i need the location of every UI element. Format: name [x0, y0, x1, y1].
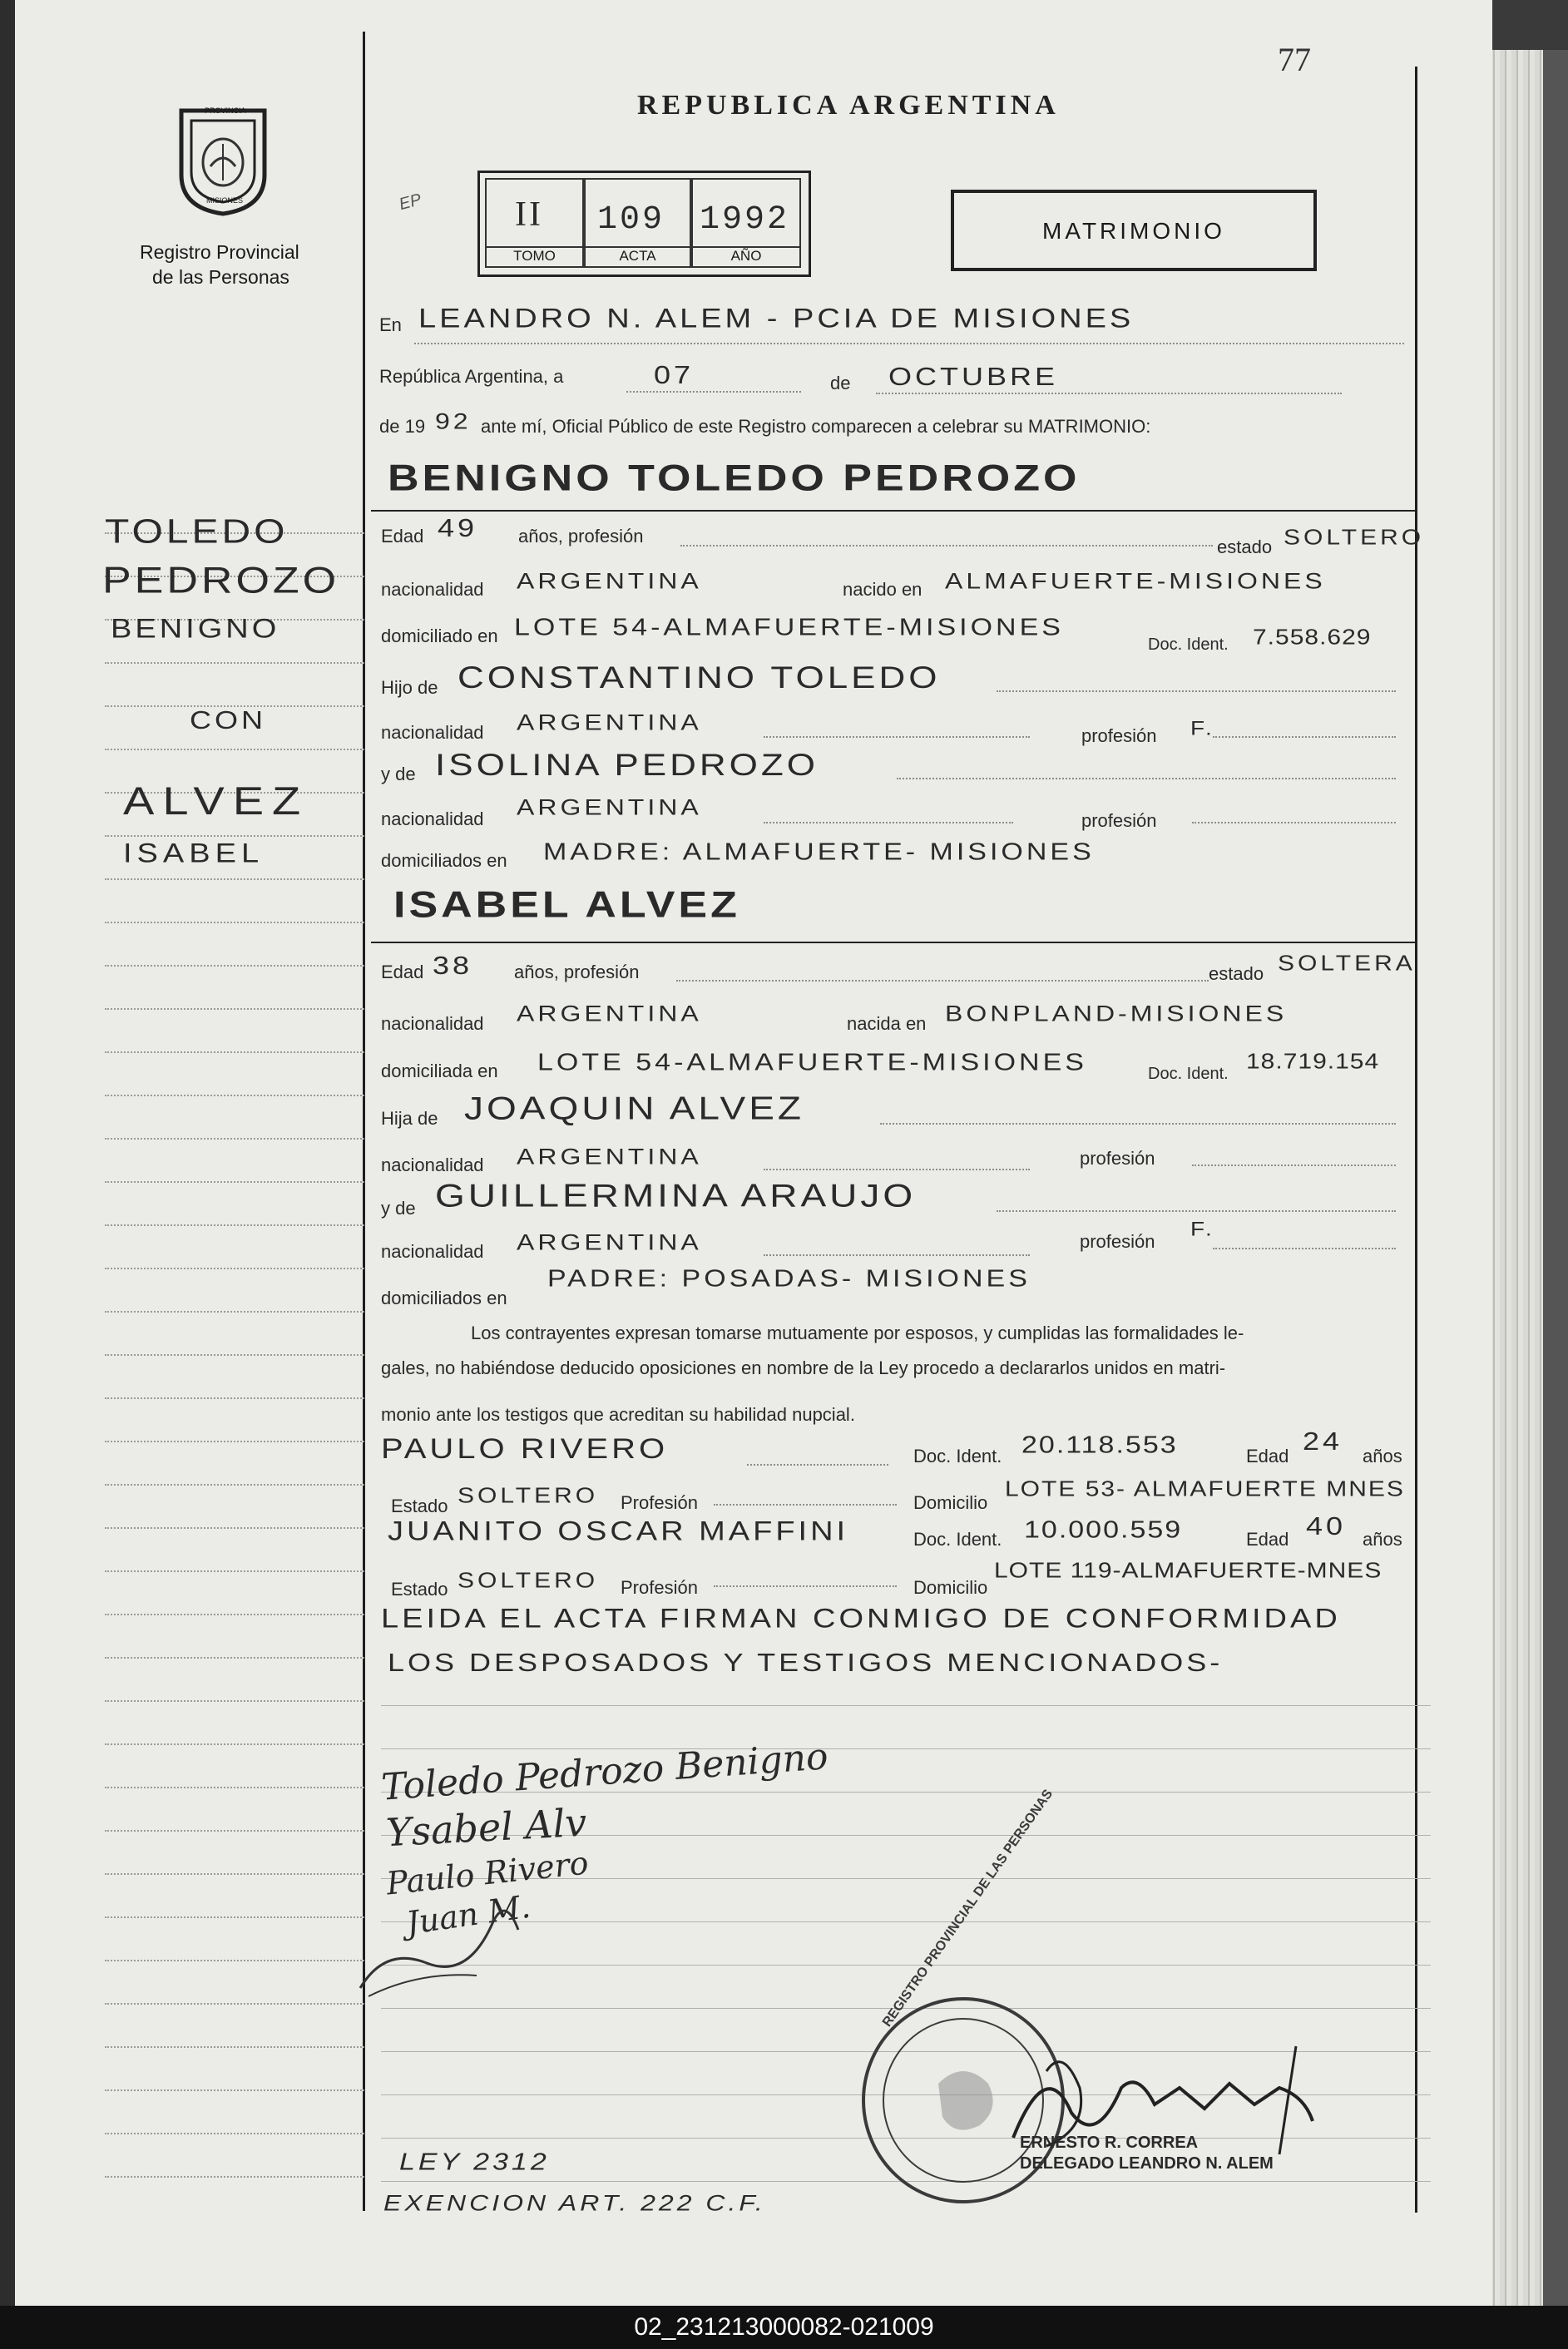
bride-anos-label: años, profesión [514, 962, 640, 982]
registry-name-line1: Registro Provincial [140, 241, 299, 263]
margin-ruled-line [105, 1787, 364, 1788]
bride-rule [371, 942, 1415, 943]
witness1-edad-label: Edad [1246, 1446, 1289, 1466]
groom-mother: ISOLINA PEDROZO [435, 747, 819, 783]
groom-father-nat: ARGENTINA [517, 709, 702, 735]
signature-witness2: Juan M. [403, 1887, 533, 1942]
groom-nacionalidad: ARGENTINA [517, 567, 702, 594]
bride-parents-dom-label: domiciliados en [381, 1288, 507, 1308]
register-page [15, 0, 1492, 2306]
page-number: 77 [1278, 41, 1311, 78]
groom-anos-label: años, profesión [518, 526, 644, 546]
margin-ruled-line [105, 1743, 364, 1745]
seal-bottom-text: MISIONES [206, 196, 244, 205]
bride-mother-prof-line [1213, 1248, 1396, 1249]
de-label: de [830, 373, 851, 393]
round-seal-text: REGISTRO PROVINCIAL DE LAS PERSONAS [880, 1787, 1056, 2030]
declaration-line3: monio ante los testigos que acreditan su habilidad nupcial. [381, 1404, 855, 1425]
witness1-name-line [747, 1464, 888, 1466]
law-note-line1: LEY 2312 [399, 2148, 550, 2176]
tomo-value: II [515, 195, 543, 234]
witness1-domicilio: LOTE 53- ALMAFUERTE MNES [1005, 1477, 1405, 1501]
margin-ruled-line [105, 2046, 364, 2048]
margin-ruled-line [105, 878, 364, 880]
margin-ruled-line [105, 1008, 364, 1010]
witness1-estado: SOLTERO [458, 1484, 599, 1508]
closing-line1: LEIDA EL ACTA FIRMAN CONMIGO DE CONFORMIDAD [381, 1604, 1341, 1634]
groom-domicile: LOTE 54-ALMAFUERTE-MISIONES [514, 613, 1064, 641]
groom-rule [371, 510, 1415, 512]
margin-ruled-line [105, 662, 364, 664]
bride-mother: GUILLERMINA ARAUJO [435, 1176, 917, 1214]
signature-bride: Ysabel Alv [384, 1799, 588, 1856]
margin-ruled-line [105, 2089, 364, 2091]
groom-edad-label: Edad [381, 526, 424, 546]
bride-hija-label: Hija de [381, 1108, 438, 1129]
margin-ruled-line [105, 1354, 364, 1356]
seal-top-text: PROVINCIA [205, 106, 246, 115]
witness1-doc: 20.118.553 [1021, 1431, 1178, 1459]
declaration-line2: gales, no habiéndose deducido oposiciones en nombre de la Ley procedo a declararlos unidos en matri- [381, 1357, 1226, 1378]
margin-ruled-line [105, 835, 364, 837]
bride-doc: 18.719.154 [1246, 1050, 1380, 1074]
witness1-estado-label: Estado [391, 1496, 448, 1516]
book-spine [0, 0, 15, 2306]
bride-doc-label: Doc. Ident. [1148, 1065, 1229, 1083]
margin-ruled-line [105, 1614, 364, 1615]
margin-ruled-line [105, 1916, 364, 1918]
acta-cell [584, 178, 691, 268]
bride-mother-nat-line [764, 1254, 1030, 1256]
groom-doc-label: Doc. Ident. [1148, 635, 1229, 654]
month-line [876, 393, 1342, 394]
sidebar-given2: ISABEL [123, 838, 265, 868]
closing-line2: LOS DESPOSADOS Y TESTIGOS MENCIONADOS- [388, 1648, 1224, 1677]
margin-ruled-line [105, 965, 364, 967]
groom-mother-nat: ARGENTINA [517, 794, 702, 820]
place-value: LEANDRO N. ALEM - PCIA DE MISIONES [418, 304, 1135, 334]
bride-father-prof-label: profesión [1080, 1148, 1155, 1169]
witness1-age: 24 [1303, 1427, 1343, 1456]
bride-mother-nat: ARGENTINA [517, 1229, 702, 1255]
groom-father-prof: F. [1190, 717, 1215, 739]
groom-profesion-line [680, 545, 1213, 546]
witness2-profesion-line [714, 1585, 897, 1587]
groom-nacido-label: nacido en [843, 579, 922, 600]
acta-value: 109 [597, 201, 665, 239]
witness1-domicilio-label: Domicilio [913, 1492, 988, 1513]
margin-ruled-line [105, 1657, 364, 1659]
bride-estado-label: estado [1209, 963, 1264, 984]
margin-ruled-line [105, 1960, 364, 1961]
sidebar-surname2: PEDROZO [102, 560, 340, 601]
sidebar-given1: BENIGNO [111, 614, 280, 644]
official-stamp-line2: DELEGADO LEANDRO N. ALEM [1020, 2154, 1274, 2173]
margin-ruled-line [105, 1484, 364, 1486]
intro-text: ante mí, Oficial Público de este Registro comparecen a celebrar su MATRIMONIO: [481, 416, 1151, 437]
de19-label: de 19 [379, 416, 426, 437]
groom-birthplace: ALMAFUERTE-MISIONES [945, 567, 1326, 594]
declaration-line1: Los contrayentes expresan tomarse mutuamente por esposos, y cumplidas las formalidades le- [471, 1323, 1244, 1343]
year-suffix: 92 [435, 408, 472, 434]
witness2-doc: 10.000.559 [1024, 1516, 1183, 1544]
father-line [997, 690, 1396, 692]
groom-estado: SOLTERO [1284, 526, 1425, 550]
ep-mark: EP [397, 190, 423, 215]
margin-ruled-line [105, 1311, 364, 1313]
bride-mother-line [997, 1210, 1396, 1212]
scan-footer-id: 02_231213000082-021009 [0, 2306, 1568, 2349]
mother-nat-line [764, 822, 1013, 823]
bride-edad-label: Edad [381, 962, 424, 982]
bride-dom-label: domiciliada en [381, 1061, 498, 1081]
sidebar-surname3: ALVEZ [123, 778, 309, 823]
registry-name-line2: de las Personas [152, 266, 289, 288]
tomo-label: TOMO [487, 246, 582, 265]
bride-parents-dom: PADRE: POSADAS- MISIONES [547, 1264, 1031, 1293]
groom-estado-label: estado [1217, 537, 1273, 557]
ano-value: 1992 [700, 201, 790, 239]
margin-ruled-line [105, 1397, 364, 1399]
bride-father-line [880, 1123, 1396, 1125]
signature-ruled-line [381, 1705, 1431, 1706]
margin-ruled-line [105, 2133, 364, 2134]
bride-nac-label: nacionalidad [381, 1013, 484, 1034]
groom-full-name: BENIGNO TOLEDO PEDROZO [388, 457, 1081, 499]
bride-full-name: ISABEL ALVEZ [393, 884, 740, 926]
margin-ruled-line [105, 1527, 364, 1529]
signature-groom: Toledo Pedrozo Benigno [379, 1735, 830, 1809]
bride-estado: SOLTERA [1278, 952, 1416, 976]
page-edges-shadow [1543, 50, 1568, 2306]
margin-ruled-line [105, 1268, 364, 1269]
law-note-line2: EXENCION ART. 222 C.F. [383, 2189, 766, 2216]
month-value: OCTUBRE [888, 362, 1059, 391]
bride-yde-label: y de [381, 1198, 416, 1219]
witness1-doc-label: Doc. Ident. [913, 1446, 1002, 1466]
signature-ruled-line [381, 1748, 1431, 1749]
mother-line [897, 778, 1396, 779]
father-prof-line [1213, 736, 1396, 738]
margin-ruled-line [105, 1700, 364, 1702]
official-stamp-line1: ERNESTO R. CORREA [1020, 2134, 1199, 2152]
margin-ruled-line [105, 1224, 364, 1226]
signature-witness1: Paulo Rivero [384, 1844, 591, 1902]
margin-ruled-line [105, 2003, 364, 2005]
bride-father-prof-line [1192, 1165, 1396, 1166]
groom-mother-nat-label: nacionalidad [381, 809, 484, 829]
record-id-box [477, 171, 811, 277]
margin-ruled-line [105, 749, 364, 750]
witness2-estado-label: Estado [391, 1579, 448, 1600]
day-line [626, 391, 801, 393]
bride-profesion-line [676, 980, 1209, 982]
witness2-profesion-label: Profesión [621, 1577, 698, 1598]
witness1-profesion-line [714, 1504, 897, 1506]
margin-ruled-line [105, 1051, 364, 1053]
bride-father-nat-label: nacionalidad [381, 1155, 484, 1175]
witness2-domicilio-label: Domicilio [913, 1577, 988, 1598]
ano-label: AÑO [693, 246, 799, 265]
acta-label: ACTA [586, 246, 690, 265]
father-nat-line [764, 736, 1030, 738]
groom-age: 49 [438, 513, 478, 542]
bride-mother-prof-label: profesión [1080, 1231, 1155, 1252]
bride-father-nat-line [764, 1169, 1030, 1170]
bride-age: 38 [433, 951, 473, 980]
bride-nacionalidad: ARGENTINA [517, 1000, 702, 1026]
bride-father: JOAQUIN ALVEZ [464, 1089, 805, 1127]
groom-father-nat-label: nacionalidad [381, 722, 484, 743]
groom-father-prof-label: profesión [1081, 725, 1157, 746]
margin-ruled-line [105, 1570, 364, 1572]
margin-ruled-line [105, 1181, 364, 1183]
sidebar-connector: CON [190, 705, 266, 734]
groom-doc: 7.558.629 [1253, 626, 1372, 650]
place-line [414, 343, 1404, 344]
witness2-name: JUANITO OSCAR MAFFINI [388, 1516, 849, 1546]
country-heading: REPUBLICA ARGENTINA [637, 90, 1060, 121]
witness2-domicilio: LOTE 119-ALMAFUERTE-MNES [994, 1559, 1383, 1583]
bride-mother-nat-label: nacionalidad [381, 1241, 484, 1262]
margin-ruled-line [105, 1873, 364, 1875]
ano-cell [691, 178, 801, 268]
bride-father-nat: ARGENTINA [517, 1143, 702, 1170]
groom-father: CONSTANTINO TOLEDO [458, 660, 941, 695]
day-value: 07 [654, 360, 695, 389]
witness2-age: 40 [1306, 1511, 1347, 1540]
republica-label: República Argentina, a [379, 366, 564, 387]
bride-nacida-label: nacida en [847, 1013, 927, 1034]
sidebar-surname1: TOLEDO [105, 512, 289, 551]
margin-ruled-line [105, 1830, 364, 1832]
margin-ruled-line [105, 2176, 364, 2178]
groom-parents-dom: MADRE: ALMAFUERTE- MISIONES [543, 838, 1095, 866]
groom-dom-label: domiciliado en [381, 626, 498, 646]
margin-ruled-line [105, 1095, 364, 1096]
document-type: MATRIMONIO [1042, 218, 1225, 244]
witness2-anos-label: años [1363, 1529, 1402, 1550]
witness2-doc-label: Doc. Ident. [913, 1529, 1002, 1550]
groom-nac-label: nacionalidad [381, 579, 484, 600]
en-label: En [379, 314, 402, 335]
margin-ruled-line [105, 1441, 364, 1442]
margin-ruled-line [105, 922, 364, 923]
witness2-edad-label: Edad [1246, 1529, 1289, 1550]
groom-parents-dom-label: domiciliados en [381, 850, 507, 871]
witness1-name: PAULO RIVERO [381, 1433, 669, 1465]
bride-mother-prof: F. [1190, 1218, 1215, 1240]
witness2-estado: SOLTERO [458, 1569, 599, 1593]
margin-ruled-line [105, 1138, 364, 1140]
right-margin-rule [1415, 67, 1417, 2213]
witness1-profesion-label: Profesión [621, 1492, 698, 1513]
witness1-anos-label: años [1363, 1446, 1402, 1466]
bride-domicile: LOTE 54-ALMAFUERTE-MISIONES [537, 1048, 1087, 1076]
groom-hijo-label: Hijo de [381, 677, 438, 698]
tomo-cell [485, 178, 584, 268]
document-type-box [951, 190, 1317, 271]
groom-mother-prof-label: profesión [1081, 810, 1157, 831]
groom-yde-label: y de [381, 764, 416, 784]
mother-prof-line [1192, 822, 1396, 823]
bride-birthplace: BONPLAND-MISIONES [945, 1000, 1288, 1026]
signature-flourish [352, 1872, 618, 2005]
